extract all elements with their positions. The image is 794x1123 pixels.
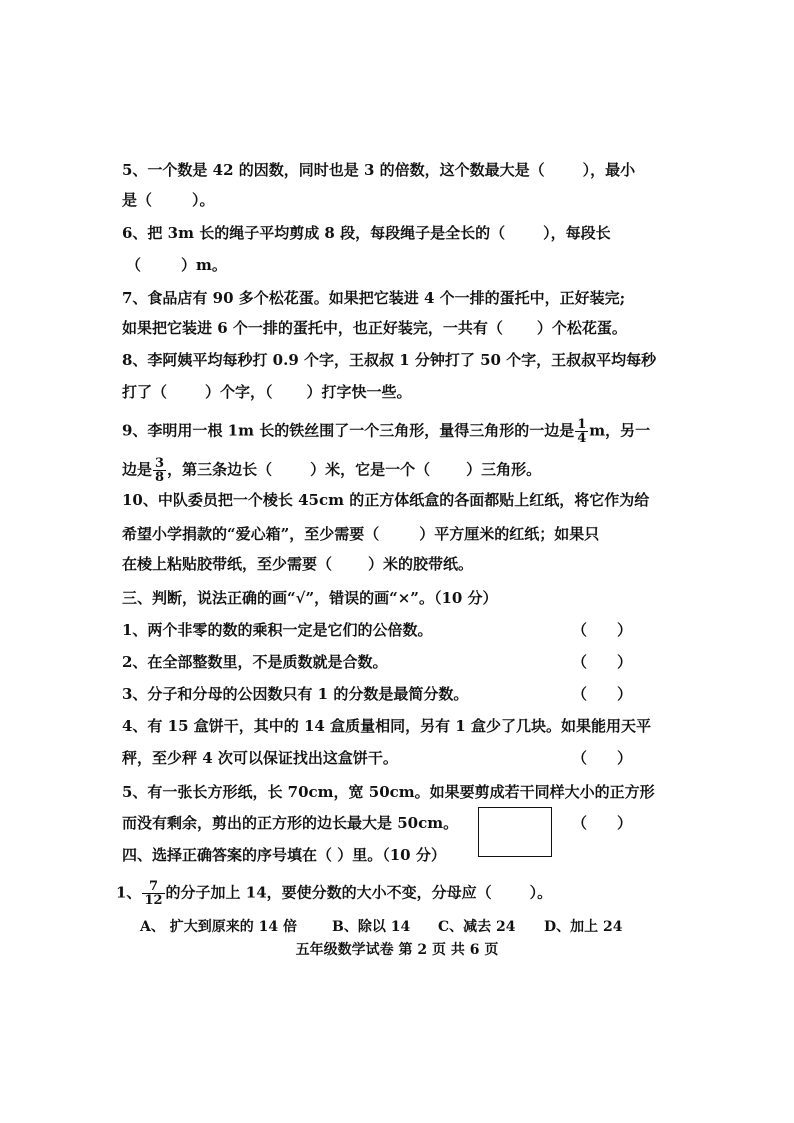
option-d[interactable]: D、加上 24 bbox=[544, 919, 623, 935]
judge-answer-3[interactable]: （ ） bbox=[572, 685, 632, 703]
question-10-line-3: 在棱上粘贴胶带纸，至少需要（ ）米的胶带纸。 bbox=[122, 555, 474, 573]
page-footer: 五年级数学试卷 第 2 页 共 6 页 bbox=[295, 942, 499, 958]
question-5-line-2: 是（ ）。 bbox=[122, 191, 215, 209]
judge-answer-2[interactable]: （ ） bbox=[572, 653, 632, 671]
option-b[interactable]: B、除以 14 bbox=[332, 919, 411, 935]
judge-item-4-line-1: 4、有 15 盒饼干，其中的 14 盒质量相同，另有 1 盒少了几块。如果能用天平 bbox=[122, 717, 651, 735]
judge-item-2: 2、在全部整数里，不是质数就是合数。 bbox=[122, 653, 388, 671]
judge-item-1: 1、两个非零的数的乘积一定是它们的公倍数。 bbox=[122, 621, 433, 639]
question-9-line-2: 边是 $\frac{3}{8}$ ，第三条边长（ ）米，它是一个（ ）三角形。 bbox=[122, 456, 542, 485]
choice-question-1: 1、 $\frac{7}{12}$ 的分子加上 14，要使分数的大小不变，分母应（ ）。 bbox=[116, 879, 553, 908]
judge-item-4-line-2: 秤，至少秤 4 次可以保证找出这盒饼干。 bbox=[122, 749, 398, 767]
judge-item-5-line-1: 5、有一张长方形纸，长 70cm，宽 50cm。如果要剪成若干同样大小的正方形 bbox=[122, 783, 655, 801]
question-7-line-2: 如果把它装进 6 个一排的蛋托中，也正好装完，一共有（ ）个松花蛋。 bbox=[122, 319, 627, 337]
fraction-one-quarter: $\frac{1}{4}$ bbox=[577, 417, 587, 446]
question-8-line-2: 打了（ ）个字，（ ）打字快一些。 bbox=[122, 383, 412, 401]
judge-answer-1[interactable]: （ ） bbox=[572, 621, 632, 639]
question-6-line-2: （ ）m。 bbox=[126, 256, 227, 274]
judge-answer-5[interactable]: （ ） bbox=[572, 814, 632, 832]
rectangle-paper-diagram bbox=[478, 807, 552, 857]
question-9-line-1: 9、李明用一根 1m 长的铁丝围了一个三角形，量得三角形的一边是 $\frac{1}{4}$ m，另一 bbox=[122, 417, 651, 446]
question-8-line-1: 8、李阿姨平均每秒打 0.9 个字，王叔叔 1 分钟打了 50 个字，王叔叔平均每秒 bbox=[122, 351, 657, 369]
fraction-seven-twelfths: $\frac{7}{12}$ bbox=[144, 879, 163, 908]
question-6-line-1: 6、把 3m 长的绳子平均剪成 8 段，每段绳子是全长的（ ），每段长 bbox=[122, 224, 611, 242]
question-7-line-1: 7、食品店有 90 多个松花蛋。如果把它装进 4 个一排的蛋托中，正好装完; bbox=[122, 289, 626, 307]
option-a[interactable]: A、 扩大到原来的 14 倍 bbox=[140, 919, 297, 935]
question-10-line-1: 10、中队委员把一个棱长 45cm 的正方体纸盒的各面都贴上红纸，将它作为给 bbox=[122, 491, 650, 509]
question-5-line-1: 5、一个数是 42 的因数，同时也是 3 的倍数，这个数最大是（ ），最小 bbox=[122, 161, 636, 179]
section-3-heading: 三、判断，说法正确的画“√”，错误的画“×”。（10 分） bbox=[122, 589, 498, 607]
judge-item-5-line-2: 而没有剩余，剪出的正方形的边长最大是 50cm。 bbox=[122, 814, 459, 832]
section-4-heading: 四、选择正确答案的序号填在（ ）里。（10 分） bbox=[122, 846, 446, 864]
option-c[interactable]: C、减去 24 bbox=[438, 919, 516, 935]
judge-item-3: 3、分子和分母的公因数只有 1 的分数是最简分数。 bbox=[122, 685, 469, 703]
judge-answer-4[interactable]: （ ） bbox=[572, 749, 632, 767]
question-10-line-2: 希望小学捐款的“爱心箱”，至少需要（ ）平方厘米的红纸；如果只 bbox=[122, 525, 600, 543]
fraction-three-eighths: $\frac{3}{8}$ bbox=[155, 456, 165, 485]
